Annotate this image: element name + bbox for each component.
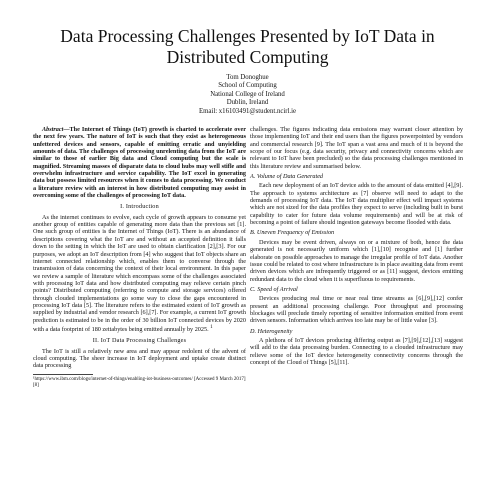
author-email: Email: x16103491@student.ncirl.ie [198,107,297,115]
author-name: Tom Donoghue [226,74,269,81]
challenges-continued-paragraph: challenges. The figures indicating data emissions may warrant closer attention by those implementing IoT and their end users than the figures powerpointed by vendors and commercial research [9]. The IoT span a vast area and much of it is beyond the scope of our focus (e.g. data security, privacy and connectivity concerns which are relevant to IoT have been precluded) so the data processing challenges mentioned in this literature review and summarised below. [250,126,463,170]
speed-paragraph: Devices producing real time or near real time streams as [6],[9],[12] confer present an additional processing challenge. Poor throughput and processing blockages will preclude timely reporting of sensitive information emitted from event driven sensors. Information which arrives too late may be of little value [3]. [250,295,463,325]
footnote-marker: 1 [210,323,213,330]
right-column [250,126,463,366]
footnote: ¹https://www.ibm.com/blogs/internet-of-things/enabling-iot-business-outcomes/ [Accessed 9 March 2017] [8] [33,376,246,388]
affiliation-city: Dublin, Ireland [226,99,269,107]
abstract [33,126,246,199]
intro-text: As the internet continues to evolve, each cycle of growth appears to consume yet another group of entities capable of generating more data than the previous set [1]. One such group of entities is the Internet of Things (IoT). There is an abundance of descriptions covering what the IoT are and without an accepted definition it falls down to the setting in which the IoT are used to obtain clarification [2],[3]. For our purposes, we adopt an IoT description from [4] who suggest that IoT objects share an internet connected relationship which, enables them to converse through the transmission of data concerning the context of their local environment. In this paper we review a sample of literature which encompass some of the challenges associated with processing IoT data and how distributed computing may relieve certain pinch points? Distributed computing (referring to compute and storage services) offered through clouded implementations go some way to close the gaps encountered in processing IoT data [5]. The literature refers to the estimated extent of IoT growth as supplied by industrial and vendor research [6],[7]. For example, a current IoT growth prediction is estimated to be in the order of 30 billion IoT connected devices by 2020 with a data footprint of 180 zettabytes being emitted annually by 2025. [33,213,246,333]
author-block [60,74,435,116]
volume-paragraph: Each new deployment of an IoT device adds to the amount of data emitted [4],[9]. The approach to systems architecture as [7] observe will need to adapt to the demands of processing IoT data. The IoT data multiplier effect will impact systems which are not sized for the data profiles they expect to serve (including built in burst capability to cater for future data volume requirements) and will be at risk of becoming a point of failure should ingestion gateways become flooded with data. [250,182,463,227]
intro-paragraph [33,214,246,334]
section-heading-challenges: II. IoT Data Processing Challenges [92,337,187,345]
frequency-paragraph: Devices may be event driven, always on or a mixture of both, hence the data generated is not necessarily uniform which [1],[10] recognise and [1] further elaborate on possible approaches to manage the irregular profile of IoT data. Another issue could be related to cost where infrastructure is in place awaiting data from event driven devices which are infrequently triggered or as [11] suggest, devices emitting redundant data to the cloud when it is superfluous to requirements. [250,238,463,283]
subsection-heading-speed: C. Speed of Arrival [250,285,298,293]
affiliation-school: School of Computing [218,82,277,90]
abstract-text: —The Internet of Things (IoT) growth is charted to accelerate over the next few years. The nature of IoT is such that they exist as heterogeneous unfettered devices and sensors, capable of emitting erratic and unyielding amounts of data. The challenges of processing unrelenting data from the IoT are similar to those of earlier Big data and Cloud computing but the scale is magnified. Streaming masses of disparate data to cloud hubs may well stifle and overwhelm infrastructure and service capability. The IoT excel in generating data but possess limited resources when it comes to data processing. We conduct a literature review with an interest in how distributed computing may assist in overcoming some of the challenges of processing IoT data. [33,126,246,200]
subsection-heading-volume: A. Volume of Data Generated [250,173,324,181]
subsection-heading-heterogeneity: D. Heterogeneity [250,327,293,335]
challenges-paragraph: The IoT is still a relatively new area and may appear redolent of the advent of cloud computing. The sheer increase in IoT deployment and uptake create distinct data processing [33,347,246,370]
left-column [33,126,246,389]
abstract-label: Abstract [42,126,64,133]
section-heading-introduction: I. Introduction [120,203,159,211]
heterogeneity-paragraph: A plethora of IoT devices producing differing output as [7],[9],[12],[13] suggest will add to the data processing burden. Connecting to a clouded infrastructure may relieve some of the IoT device heterogeneity connectivity concerns through the concept of the Cloud of Things [5],[11]. [250,336,463,366]
paper-title: Data Processing Challenges Presented by IoT Data in Distributed Computing [60,26,435,67]
affiliation-college: National College of Ireland [210,90,285,98]
subsection-heading-frequency: B. Uneven Frequency of Emission [250,229,335,237]
footnote-divider [33,374,93,375]
